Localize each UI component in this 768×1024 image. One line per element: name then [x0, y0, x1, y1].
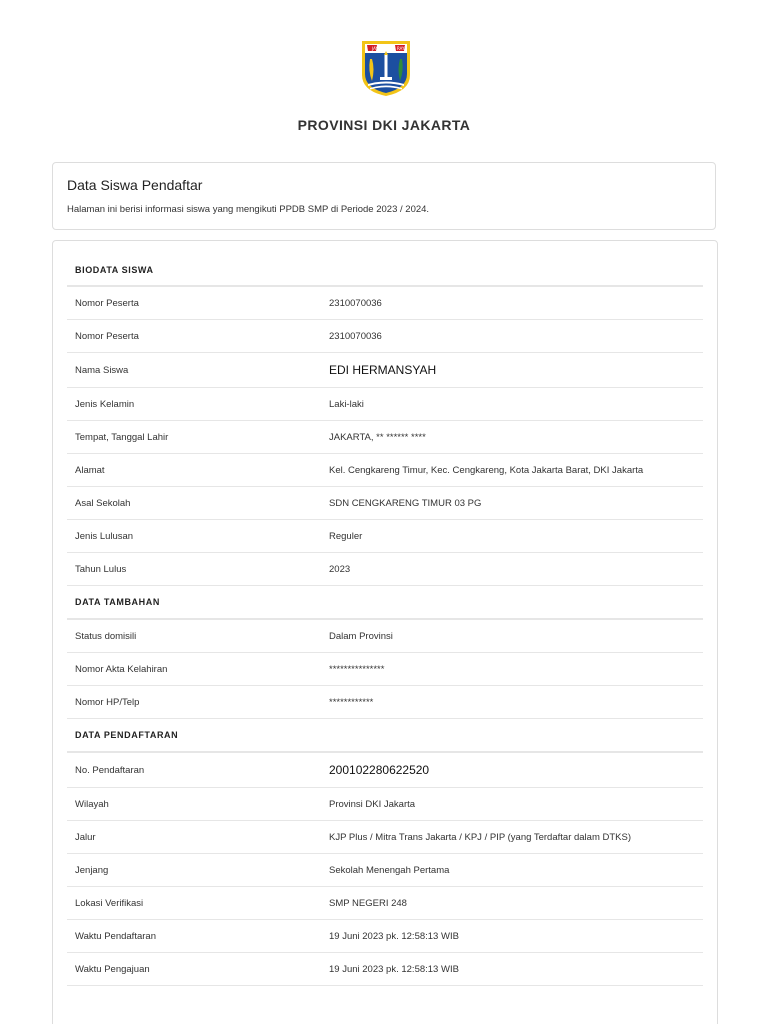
row-label: Nomor Akta Kelahiran	[67, 653, 321, 686]
table-row	[67, 686, 703, 719]
row-label: Status domisili	[67, 619, 321, 653]
row-label: Nomor HP/Telp	[67, 686, 321, 719]
row-value: 19 Juni 2023 pk. 12:58:13 WIB	[321, 953, 703, 986]
row-label: No. Pendaftaran	[67, 752, 321, 788]
row-value: 2310070036	[321, 320, 703, 353]
row-label: Lokasi Verifikasi	[67, 887, 321, 920]
row-value: Sekolah Menengah Pertama	[321, 854, 703, 887]
table-row	[67, 286, 703, 320]
row-label: Waktu Pendaftaran	[67, 920, 321, 953]
table-row	[67, 454, 703, 487]
row-value: KJP Plus / Mitra Trans Jakarta / KPJ / PIP (yang Terdaftar dalam DTKS)	[321, 821, 703, 854]
student-data-table	[67, 255, 703, 986]
table-row	[67, 421, 703, 454]
row-label: Tempat, Tanggal Lahir	[67, 421, 321, 454]
row-label: Jenjang	[67, 854, 321, 887]
intro-title: Data Siswa Pendaftar	[67, 177, 203, 193]
row-value: SMP NEGERI 248	[321, 887, 703, 920]
row-label: Jenis Kelamin	[67, 388, 321, 421]
table-row	[67, 821, 703, 854]
province-title: PROVINSI DKI JAKARTA	[297, 117, 471, 133]
table-row	[67, 619, 703, 653]
row-label: Nama Siswa	[67, 353, 321, 388]
intro-description: Halaman ini berisi informasi siswa yang mengikuti PPDB SMP di Periode 2023 / 2024.	[67, 204, 430, 215]
row-value: Provinsi DKI Jakarta	[321, 788, 703, 821]
row-label: Wilayah	[67, 788, 321, 821]
svg-text:JAYA: JAYA	[372, 46, 381, 51]
table-row	[67, 353, 703, 388]
table-row	[67, 854, 703, 887]
svg-text:RAYA: RAYA	[397, 46, 407, 51]
table-row	[67, 388, 703, 421]
table-row	[67, 553, 703, 586]
table-row	[67, 487, 703, 520]
table-row	[67, 953, 703, 986]
row-label: Waktu Pengajuan	[67, 953, 321, 986]
dki-jakarta-emblem-logo	[360, 39, 412, 97]
row-value: 2310070036	[321, 286, 703, 320]
row-label: Tahun Lulus	[67, 553, 321, 586]
row-value: Dalam Provinsi	[321, 619, 703, 653]
row-value: ***************	[321, 653, 703, 686]
student-name-value: EDI HERMANSYAH	[321, 353, 703, 388]
intro-card	[52, 162, 716, 230]
row-value: Laki-laki	[321, 388, 703, 421]
table-row	[67, 788, 703, 821]
row-value: 19 Juni 2023 pk. 12:58:13 WIB	[321, 920, 703, 953]
row-label: Jalur	[67, 821, 321, 854]
section-header-biodata: BIODATA SISWA	[67, 255, 703, 286]
row-value: 2023	[321, 553, 703, 586]
row-label: Nomor Peserta	[67, 286, 321, 320]
row-value: JAKARTA, ** ****** ****	[321, 421, 703, 454]
table-row	[67, 520, 703, 553]
row-label: Asal Sekolah	[67, 487, 321, 520]
table-row	[67, 653, 703, 686]
student-data-card	[52, 240, 718, 1024]
registration-number-value: 200102280622520	[321, 752, 703, 788]
row-value: SDN CENGKARENG TIMUR 03 PG	[321, 487, 703, 520]
section-header-tambahan: DATA TAMBAHAN	[67, 586, 703, 620]
row-label: Alamat	[67, 454, 321, 487]
row-value: ************	[321, 686, 703, 719]
table-row	[67, 752, 703, 788]
row-value: Reguler	[321, 520, 703, 553]
row-value: Kel. Cengkareng Timur, Kec. Cengkareng, Kota Jakarta Barat, DKI Jakarta	[321, 454, 703, 487]
row-label: Nomor Peserta	[67, 320, 321, 353]
table-row	[67, 887, 703, 920]
table-row	[67, 920, 703, 953]
section-header-pendaftaran: DATA PENDAFTARAN	[67, 719, 703, 753]
table-row	[67, 320, 703, 353]
row-label: Jenis Lulusan	[67, 520, 321, 553]
